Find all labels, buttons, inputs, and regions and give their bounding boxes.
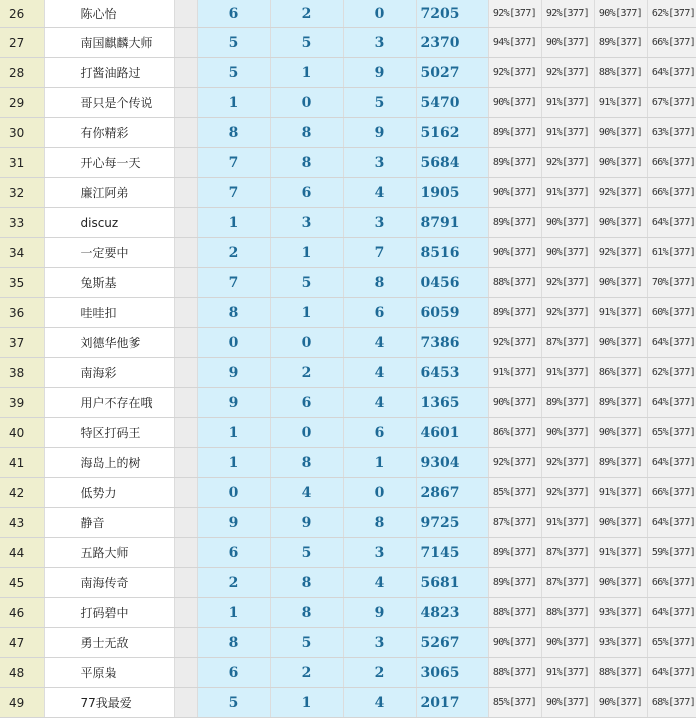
spacer-cell: [174, 238, 197, 268]
digit-cell: 4: [270, 478, 343, 508]
percentage-cell: 88%[377]: [541, 598, 594, 628]
percentage-cell: 61%[377]: [647, 238, 696, 268]
percentage-cell: 91%[377]: [541, 178, 594, 208]
percentage-cell: 90%[377]: [541, 418, 594, 448]
digit-cell: 0: [197, 478, 270, 508]
username-cell: 刘德华他爹: [44, 328, 174, 358]
digit-cell: 8: [197, 298, 270, 328]
digit-cell: 1: [197, 598, 270, 628]
spacer-cell: [174, 388, 197, 418]
table-row: [0, 418, 696, 448]
percentage-cell: 92%[377]: [488, 328, 541, 358]
digit-cell: 8: [197, 628, 270, 658]
username-cell: 南国麒麟大师: [44, 28, 174, 58]
spacer-cell: [174, 298, 197, 328]
percentage-cell: 66%[377]: [647, 568, 696, 598]
percentage-cell: 90%[377]: [594, 508, 647, 538]
digit-cell: 1: [270, 238, 343, 268]
table-row: [0, 298, 696, 328]
rank-cell: 32: [0, 178, 44, 208]
percentage-cell: 90%[377]: [488, 178, 541, 208]
percentage-cell: 93%[377]: [594, 598, 647, 628]
digit-cell: 8: [197, 118, 270, 148]
percentage-cell: 92%[377]: [541, 0, 594, 28]
percentage-cell: 63%[377]: [647, 118, 696, 148]
percentage-cell: 87%[377]: [488, 508, 541, 538]
rank-cell: 26: [0, 0, 44, 28]
table-row: [0, 388, 696, 418]
digit-cell: 6: [197, 658, 270, 688]
percentage-cell: 64%[377]: [647, 598, 696, 628]
spacer-cell: [174, 658, 197, 688]
digit-cell: 1: [270, 688, 343, 718]
spacer-cell: [174, 268, 197, 298]
code-cell: 1905: [416, 178, 488, 208]
username-cell: 静音: [44, 508, 174, 538]
percentage-cell: 92%[377]: [541, 58, 594, 88]
digit-cell: 5: [270, 28, 343, 58]
spacer-cell: [174, 568, 197, 598]
digit-cell: 8: [270, 598, 343, 628]
digit-cell: 3: [343, 208, 416, 238]
username-cell: 开心每一天: [44, 148, 174, 178]
username-cell: 特区打码王: [44, 418, 174, 448]
digit-cell: 9: [197, 358, 270, 388]
digit-cell: 5: [270, 628, 343, 658]
username-cell: 南海传奇: [44, 568, 174, 598]
percentage-cell: 92%[377]: [541, 298, 594, 328]
spacer-cell: [174, 148, 197, 178]
digit-cell: 5: [270, 268, 343, 298]
rank-cell: 34: [0, 238, 44, 268]
digit-cell: 1: [270, 58, 343, 88]
table-row: [0, 628, 696, 658]
digit-cell: 8: [270, 448, 343, 478]
digit-cell: 6: [270, 178, 343, 208]
percentage-cell: 92%[377]: [541, 478, 594, 508]
username-cell: 打码碧中: [44, 598, 174, 628]
percentage-cell: 68%[377]: [647, 688, 696, 718]
rank-cell: 37: [0, 328, 44, 358]
username-cell: 一定要中: [44, 238, 174, 268]
percentage-cell: 66%[377]: [647, 148, 696, 178]
digit-cell: 3: [343, 628, 416, 658]
percentage-cell: 88%[377]: [594, 658, 647, 688]
digit-cell: 6: [343, 298, 416, 328]
digit-cell: 2: [197, 238, 270, 268]
username-cell: 五路大师: [44, 538, 174, 568]
table-row: [0, 328, 696, 358]
digit-cell: 0: [270, 88, 343, 118]
digit-cell: 0: [270, 328, 343, 358]
spacer-cell: [174, 328, 197, 358]
percentage-cell: 92%[377]: [541, 268, 594, 298]
rank-cell: 39: [0, 388, 44, 418]
table-row: [0, 538, 696, 568]
digit-cell: 9: [197, 508, 270, 538]
digit-cell: 9: [270, 508, 343, 538]
rank-cell: 30: [0, 118, 44, 148]
percentage-cell: 89%[377]: [541, 388, 594, 418]
percentage-cell: 92%[377]: [541, 448, 594, 478]
username-cell: 77我最爱: [44, 688, 174, 718]
percentage-cell: 93%[377]: [594, 628, 647, 658]
code-cell: 5681: [416, 568, 488, 598]
table-row: [0, 508, 696, 538]
code-cell: 9304: [416, 448, 488, 478]
percentage-cell: 89%[377]: [488, 298, 541, 328]
digit-cell: 4: [343, 358, 416, 388]
percentage-cell: 59%[377]: [647, 538, 696, 568]
username-cell: 平原枭: [44, 658, 174, 688]
percentage-cell: 91%[377]: [594, 538, 647, 568]
rank-cell: 35: [0, 268, 44, 298]
percentage-cell: 91%[377]: [541, 88, 594, 118]
percentage-cell: 65%[377]: [647, 418, 696, 448]
code-cell: 5267: [416, 628, 488, 658]
code-cell: 6453: [416, 358, 488, 388]
digit-cell: 5: [197, 688, 270, 718]
digit-cell: 1: [197, 88, 270, 118]
percentage-cell: 90%[377]: [594, 418, 647, 448]
percentage-cell: 89%[377]: [488, 538, 541, 568]
rank-cell: 31: [0, 148, 44, 178]
rank-cell: 42: [0, 478, 44, 508]
rank-cell: 33: [0, 208, 44, 238]
percentage-cell: 65%[377]: [647, 628, 696, 658]
percentage-cell: 90%[377]: [594, 268, 647, 298]
digit-cell: 9: [197, 388, 270, 418]
percentage-cell: 66%[377]: [647, 478, 696, 508]
table-row: [0, 688, 696, 718]
digit-cell: 4: [343, 568, 416, 598]
code-cell: 6059: [416, 298, 488, 328]
percentage-cell: 91%[377]: [541, 508, 594, 538]
percentage-cell: 91%[377]: [541, 358, 594, 388]
digit-cell: 7: [197, 178, 270, 208]
digit-cell: 7: [343, 238, 416, 268]
code-cell: 3065: [416, 658, 488, 688]
percentage-cell: 89%[377]: [488, 208, 541, 238]
rank-cell: 29: [0, 88, 44, 118]
rank-cell: 49: [0, 688, 44, 718]
percentage-cell: 87%[377]: [541, 538, 594, 568]
username-cell: 陈心怡: [44, 0, 174, 28]
rank-cell: 27: [0, 28, 44, 58]
code-cell: 4601: [416, 418, 488, 448]
percentage-cell: 66%[377]: [647, 178, 696, 208]
percentage-cell: 64%[377]: [647, 508, 696, 538]
code-cell: 8791: [416, 208, 488, 238]
spacer-cell: [174, 28, 197, 58]
digit-cell: 0: [343, 478, 416, 508]
percentage-cell: 92%[377]: [488, 0, 541, 28]
digit-cell: 3: [343, 538, 416, 568]
spacer-cell: [174, 448, 197, 478]
digit-cell: 3: [343, 148, 416, 178]
spacer-cell: [174, 538, 197, 568]
digit-cell: 4: [343, 328, 416, 358]
spacer-cell: [174, 418, 197, 448]
percentage-cell: 89%[377]: [488, 148, 541, 178]
digit-cell: 3: [343, 28, 416, 58]
percentage-cell: 90%[377]: [541, 628, 594, 658]
percentage-cell: 89%[377]: [594, 28, 647, 58]
percentage-cell: 85%[377]: [488, 478, 541, 508]
percentage-cell: 90%[377]: [541, 28, 594, 58]
table-row: [0, 148, 696, 178]
spacer-cell: [174, 628, 197, 658]
table-row: [0, 658, 696, 688]
percentage-cell: 90%[377]: [488, 238, 541, 268]
percentage-cell: 91%[377]: [594, 88, 647, 118]
table-row: [0, 178, 696, 208]
username-cell: 打酱油路过: [44, 58, 174, 88]
percentage-cell: 88%[377]: [488, 598, 541, 628]
percentage-cell: 90%[377]: [594, 208, 647, 238]
percentage-cell: 64%[377]: [647, 388, 696, 418]
table-row: [0, 58, 696, 88]
digit-cell: 4: [343, 688, 416, 718]
code-cell: 5470: [416, 88, 488, 118]
percentage-cell: 89%[377]: [594, 388, 647, 418]
username-cell: 哇哇扣: [44, 298, 174, 328]
rank-cell: 44: [0, 538, 44, 568]
code-cell: 1365: [416, 388, 488, 418]
percentage-cell: 64%[377]: [647, 208, 696, 238]
code-cell: 2867: [416, 478, 488, 508]
digit-cell: 5: [197, 28, 270, 58]
table-row: [0, 238, 696, 268]
digit-cell: 0: [197, 328, 270, 358]
table-row: [0, 0, 696, 28]
percentage-cell: 87%[377]: [541, 328, 594, 358]
spacer-cell: [174, 178, 197, 208]
table-row: [0, 598, 696, 628]
digit-cell: 5: [270, 538, 343, 568]
digit-cell: 2: [270, 658, 343, 688]
percentage-cell: 90%[377]: [541, 208, 594, 238]
percentage-cell: 92%[377]: [488, 58, 541, 88]
digit-cell: 9: [343, 598, 416, 628]
digit-cell: 1: [343, 448, 416, 478]
percentage-cell: 90%[377]: [594, 0, 647, 28]
percentage-cell: 92%[377]: [488, 448, 541, 478]
digit-cell: 6: [197, 538, 270, 568]
table-row: [0, 568, 696, 598]
percentage-cell: 90%[377]: [594, 688, 647, 718]
digit-cell: 7: [197, 148, 270, 178]
percentage-cell: 90%[377]: [488, 628, 541, 658]
digit-cell: 8: [270, 568, 343, 598]
table-row: [0, 118, 696, 148]
percentage-cell: 90%[377]: [541, 238, 594, 268]
percentage-cell: 90%[377]: [594, 328, 647, 358]
percentage-cell: 91%[377]: [541, 658, 594, 688]
percentage-cell: 89%[377]: [488, 568, 541, 598]
percentage-cell: 90%[377]: [594, 568, 647, 598]
table-row: [0, 358, 696, 388]
percentage-cell: 60%[377]: [647, 298, 696, 328]
rank-cell: 38: [0, 358, 44, 388]
username-cell: 勇士无敌: [44, 628, 174, 658]
table-row: [0, 448, 696, 478]
username-cell: discuz: [44, 208, 174, 238]
rank-cell: 41: [0, 448, 44, 478]
percentage-cell: 89%[377]: [594, 448, 647, 478]
spacer-cell: [174, 118, 197, 148]
digit-cell: 2: [197, 568, 270, 598]
percentage-cell: 89%[377]: [488, 118, 541, 148]
rank-cell: 46: [0, 598, 44, 628]
code-cell: 7205: [416, 0, 488, 28]
table-row: [0, 268, 696, 298]
digit-cell: 1: [197, 208, 270, 238]
percentage-cell: 90%[377]: [594, 148, 647, 178]
percentage-cell: 66%[377]: [647, 28, 696, 58]
spacer-cell: [174, 688, 197, 718]
digit-cell: 1: [197, 418, 270, 448]
digit-cell: 8: [343, 508, 416, 538]
spacer-cell: [174, 208, 197, 238]
digit-cell: 6: [197, 0, 270, 28]
percentage-cell: 94%[377]: [488, 28, 541, 58]
spacer-cell: [174, 598, 197, 628]
digit-cell: 0: [270, 418, 343, 448]
table-row: [0, 478, 696, 508]
username-cell: 低势力: [44, 478, 174, 508]
code-cell: 9725: [416, 508, 488, 538]
percentage-cell: 90%[377]: [488, 388, 541, 418]
percentage-cell: 88%[377]: [488, 658, 541, 688]
digit-cell: 0: [343, 0, 416, 28]
percentage-cell: 91%[377]: [594, 298, 647, 328]
percentage-cell: 91%[377]: [541, 118, 594, 148]
code-cell: 7145: [416, 538, 488, 568]
percentage-cell: 64%[377]: [647, 58, 696, 88]
username-cell: 有你精彩: [44, 118, 174, 148]
digit-cell: 5: [343, 88, 416, 118]
percentage-cell: 90%[377]: [488, 88, 541, 118]
digit-cell: 9: [343, 118, 416, 148]
percentage-cell: 86%[377]: [594, 358, 647, 388]
percentage-cell: 92%[377]: [594, 178, 647, 208]
spacer-cell: [174, 88, 197, 118]
digit-cell: 5: [197, 58, 270, 88]
spacer-cell: [174, 58, 197, 88]
username-cell: 哥只是个传说: [44, 88, 174, 118]
digit-cell: 4: [343, 178, 416, 208]
percentage-cell: 88%[377]: [488, 268, 541, 298]
spacer-cell: [174, 358, 197, 388]
code-cell: 7386: [416, 328, 488, 358]
percentage-cell: 90%[377]: [594, 118, 647, 148]
digit-cell: 6: [343, 418, 416, 448]
username-cell: 兔斯基: [44, 268, 174, 298]
digit-cell: 7: [197, 268, 270, 298]
percentage-cell: 91%[377]: [594, 478, 647, 508]
percentage-cell: 62%[377]: [647, 0, 696, 28]
rank-cell: 40: [0, 418, 44, 448]
percentage-cell: 87%[377]: [541, 568, 594, 598]
digit-cell: 8: [343, 268, 416, 298]
digit-cell: 3: [270, 208, 343, 238]
code-cell: 5027: [416, 58, 488, 88]
percentage-cell: 92%[377]: [541, 148, 594, 178]
username-cell: 用户不存在哦: [44, 388, 174, 418]
rank-cell: 43: [0, 508, 44, 538]
spacer-cell: [174, 0, 197, 28]
percentage-cell: 90%[377]: [541, 688, 594, 718]
digit-cell: 2: [270, 0, 343, 28]
percentage-cell: 67%[377]: [647, 88, 696, 118]
digit-cell: 2: [270, 358, 343, 388]
rank-cell: 28: [0, 58, 44, 88]
percentage-cell: 85%[377]: [488, 688, 541, 718]
percentage-cell: 64%[377]: [647, 448, 696, 478]
percentage-cell: 92%[377]: [594, 238, 647, 268]
username-cell: 海岛上的树: [44, 448, 174, 478]
digit-cell: 4: [343, 388, 416, 418]
percentage-cell: 62%[377]: [647, 358, 696, 388]
digit-cell: 2: [343, 658, 416, 688]
digit-cell: 1: [270, 298, 343, 328]
code-cell: 5162: [416, 118, 488, 148]
digit-cell: 8: [270, 148, 343, 178]
table-row: [0, 88, 696, 118]
table-row: [0, 28, 696, 58]
percentage-cell: 91%[377]: [488, 358, 541, 388]
digit-cell: 8: [270, 118, 343, 148]
percentage-cell: 70%[377]: [647, 268, 696, 298]
percentage-cell: 64%[377]: [647, 658, 696, 688]
spacer-cell: [174, 508, 197, 538]
digit-cell: 6: [270, 388, 343, 418]
percentage-cell: 88%[377]: [594, 58, 647, 88]
percentage-cell: 86%[377]: [488, 418, 541, 448]
username-cell: 南海彩: [44, 358, 174, 388]
rank-cell: 47: [0, 628, 44, 658]
code-cell: 2370: [416, 28, 488, 58]
digit-cell: 9: [343, 58, 416, 88]
code-cell: 2017: [416, 688, 488, 718]
code-cell: 4823: [416, 598, 488, 628]
spacer-cell: [174, 478, 197, 508]
rank-cell: 45: [0, 568, 44, 598]
rank-cell: 48: [0, 658, 44, 688]
percentage-cell: 64%[377]: [647, 328, 696, 358]
username-cell: 廉江阿弟: [44, 178, 174, 208]
code-cell: 5684: [416, 148, 488, 178]
rank-cell: 36: [0, 298, 44, 328]
code-cell: 0456: [416, 268, 488, 298]
digit-cell: 1: [197, 448, 270, 478]
code-cell: 8516: [416, 238, 488, 268]
table-row: [0, 208, 696, 238]
